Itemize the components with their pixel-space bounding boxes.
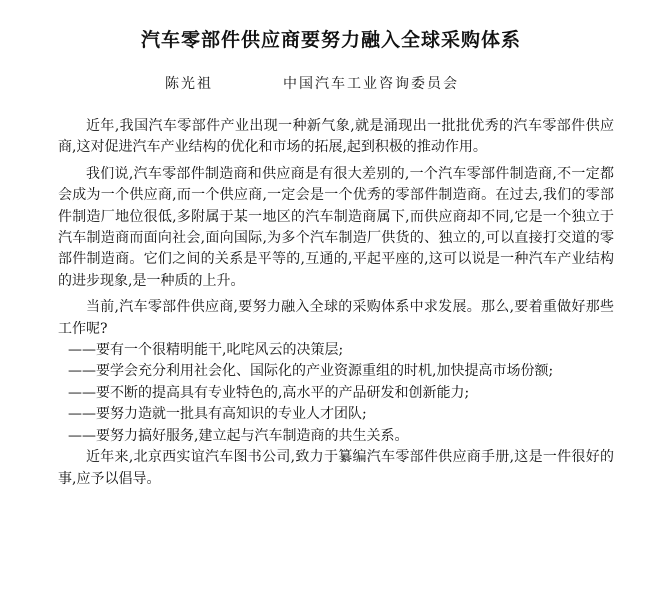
- list-item: ——要不断的提高具有专业特色的,高水平的产品研发和创新能力;: [68, 384, 470, 401]
- article-body: [58, 116, 614, 490]
- requirements-list: [58, 340, 614, 447]
- list-item: ——要学会充分利用社会化、国际化的产业资源重组的时机,加快提高市场份额;: [68, 363, 554, 380]
- list-item: ——要努力造就一批具有高知识的专业人才团队;: [68, 406, 367, 423]
- paragraph-distinction: 我们说,汽车零部件制造商和供应商是有很大差别的,一个汽车零部件制造商,不一定都会成为一个供应商,而一个供应商,一定会是一个优秀的零部件制造商。在过去,我们的零部件制造厂地位很低,多附属于某一地区的汽车制造商属下,而供应商却不同,它是一个独立于汽车制造商而面向社会,面向国际,为多个汽车制造厂供货的、独立的,可以直接打交道的零部件制造商。它们之间的关系是平等的,互通的,平起平座的,这可以说是一种汽车产业结构的进步现象,是一种质的上升。: [58, 165, 614, 289]
- list-item: ——要努力搞好服务,建立起与汽车制造商的共生关系。: [68, 427, 409, 444]
- paragraph-question: 当前,汽车零部件供应商,要努力融入全球的采购体系中求发展。那么,要着重做好那些工作呢?: [58, 299, 614, 337]
- byline: [0, 74, 662, 94]
- author-organization: 中国汽车工业咨询委员会: [283, 76, 459, 92]
- list-item: ——要有一个很精明能干,叱咤风云的决策层;: [68, 342, 344, 359]
- article-title: 汽车零部件供应商要努力融入全球采购体系: [140, 29, 521, 51]
- author-name: 陈光祖: [165, 76, 213, 92]
- paragraph-closing: 近年来,北京西实谊汽车图书公司,致力于纂编汽车零部件供应商手册,这是一件很好的事,应予以倡导。: [58, 449, 614, 487]
- paragraph-intro: 近年,我国汽车零部件产业出现一种新气象,就是涌现出一批批优秀的汽车零部件供应商,这对促进汽车产业结构的优化和市场的拓展,起到积极的推动作用。: [58, 118, 614, 156]
